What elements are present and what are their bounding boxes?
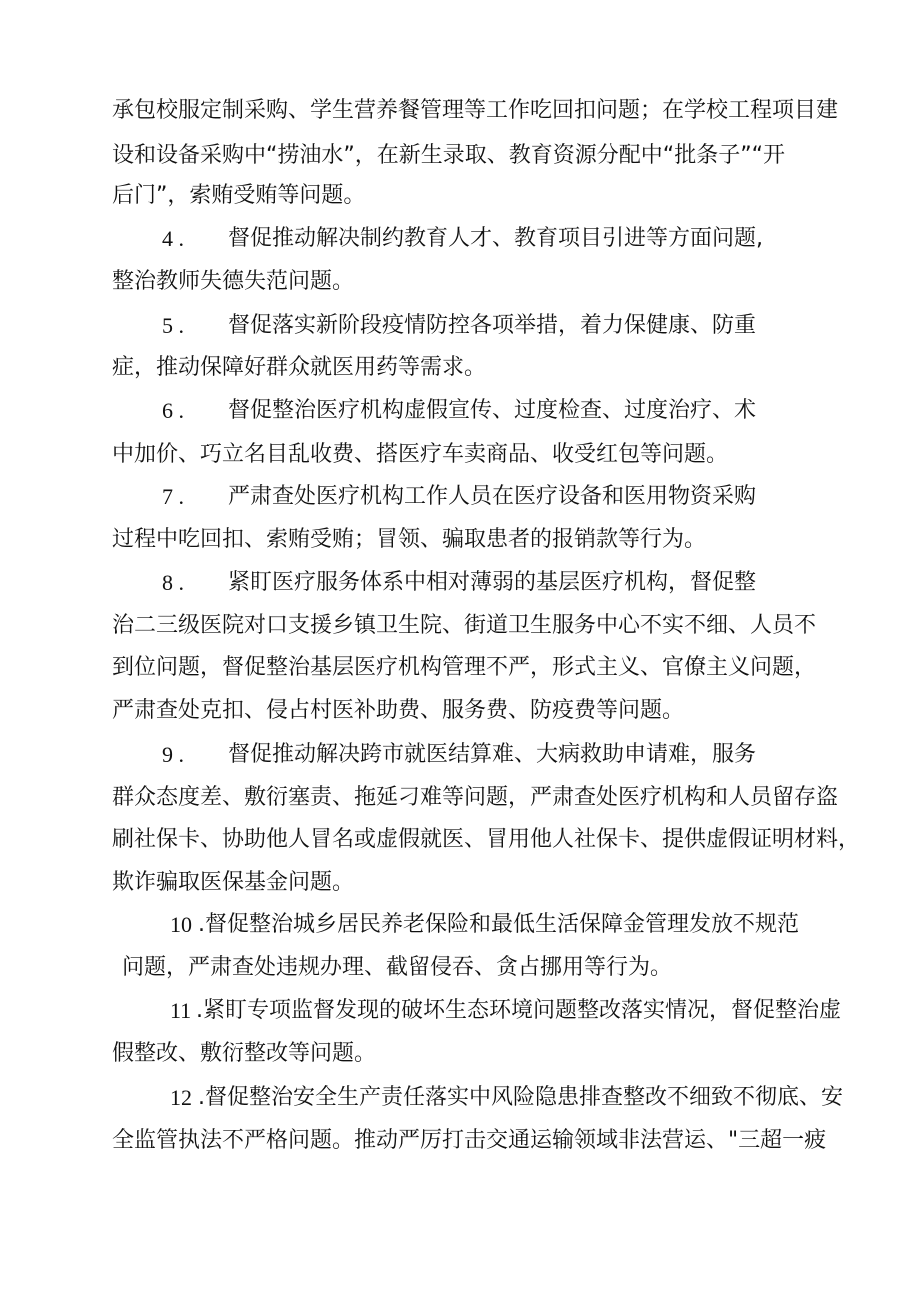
text-line: 治二三级医院对口支援乡镇卫生院、街道卫生服务中心不实不细、人员不 (112, 613, 817, 638)
text-line: 过程中吃回扣、索贿受贿；冒领、骗取患者的报销款等行为。 (112, 527, 707, 552)
item-number: 9 . (162, 742, 184, 767)
text-line: 严肃查处克扣、侵占村医补助费、服务费、防疫费等问题。 (112, 698, 685, 723)
item-number: 12 (170, 1085, 192, 1110)
text-line: .督促整治城乡居民养老保险和最低生活保障金管理发放不规范 (198, 912, 799, 937)
text-line: 到位问题，督促整治基层医疗机构管理不严，形式主义、官僚主义问题， (112, 655, 817, 680)
text-line: 后门”，索贿受贿等问题。 (112, 183, 366, 208)
text-line: 假整改、敷衍整改等问题。 (112, 1041, 377, 1066)
text-line: 刷社保卡、协助他人冒名或虚假就医、冒用他人社保卡、提供虚假证明材料， (112, 827, 861, 852)
item-number: 10 (170, 912, 192, 937)
text-line: 欺诈骗取医保基金问题。 (112, 870, 355, 895)
text-line: 整治教师失德失范问题。 (112, 269, 355, 294)
text-line: .督促整治安全生产责任落实中风险隐患排查整改不细致不彻底、安 (198, 1085, 843, 1110)
item-number: 8 . (162, 570, 184, 595)
text-line: 督促落实新阶段疫情防控各项举措，着力保健康、防重 (228, 313, 757, 338)
text-line: 严肃查处医疗机构工作人员在医疗设备和医用物资采购 (228, 484, 757, 509)
item-number: 5 . (162, 313, 184, 338)
text-line: 督促推动解决制约教育人才、教育项目引进等方面问题, (228, 226, 763, 251)
item-number: 7 . (162, 484, 184, 509)
text-line: 问题，严肃查处违规办理、截留侵吞、贪占挪用等行为。 (122, 955, 673, 980)
text-line: 症，推动保障好群众就医用药等需求。 (112, 355, 487, 380)
item-number: 11 (170, 998, 192, 1023)
text-line: 全监管执法不严格问题。推动严厉打击交通运输领域非法营运、"三超一疲 (112, 1128, 827, 1153)
text-line: 中加价、巧立名目乱收费、搭医疗车卖商品、收受红包等问题。 (112, 442, 729, 467)
item-number: 6 . (162, 398, 184, 423)
text-line: 督促推动解决跨市就医结算难、大病救助申请难，服务 (228, 742, 757, 767)
text-line: 督促整治医疗机构虚假宣传、过度检查、过度治疗、术 (228, 398, 757, 423)
text-line: 承包校服定制采购、学生营养餐管理等工作吃回扣问题；在学校工程项目建 (112, 98, 839, 123)
text-line: 紧盯医疗服务体系中相对薄弱的基层医疗机构，督促整 (228, 570, 757, 595)
text-line: 群众态度差、敷衍塞责、拖延刁难等问题，严肃查处医疗机构和人员留存盗 (112, 785, 839, 810)
item-number: 4 . (162, 226, 184, 251)
text-line: .紧盯专项监督发现的破坏生态环境问题整改落实情况，督促整治虚 (196, 998, 841, 1023)
text-line: 设和设备采购中“捞油水”，在新生录取、教育资源分配中“批条子”“开 (112, 143, 785, 168)
